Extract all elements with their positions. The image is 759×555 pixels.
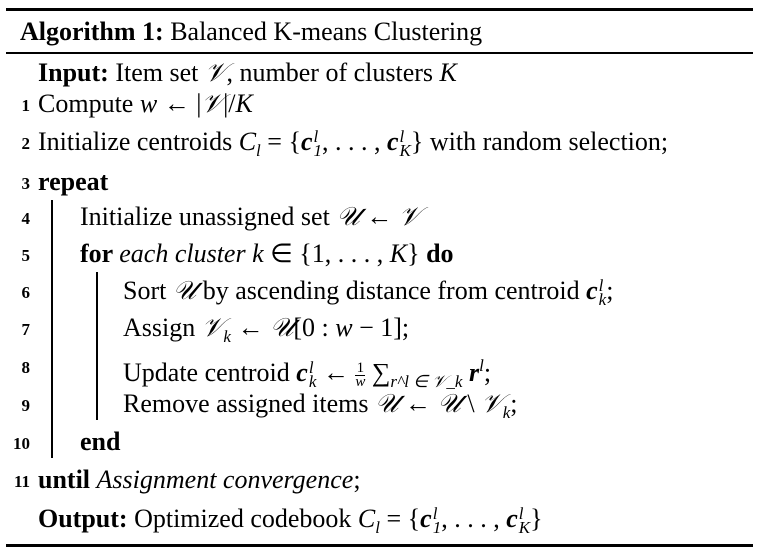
math: c [386,127,399,156]
text: \ [460,389,482,418]
math: k [223,327,231,346]
algorithm-name: Balanced K-means Clustering [163,17,483,46]
math: K [439,58,457,87]
repeat-block-bar [51,200,53,458]
text: Remove assigned items [123,389,376,418]
math: l [375,518,380,537]
line-text [38,124,668,169]
fraction [355,359,366,390]
for-block-bar [96,272,98,420]
math: 𝒰 [172,276,197,305]
math: c [586,276,598,305]
line-text [38,462,361,498]
line-text [123,273,613,309]
text: [0 : [293,313,336,342]
algorithm-label: Algorithm 1: [20,17,164,46]
math: k [502,403,511,422]
subscript: K [518,518,531,538]
superscript-subscript [399,127,411,161]
text: Assign [123,313,202,342]
math: C [238,127,257,156]
math: l [479,356,484,375]
text: Update centroid [123,358,297,387]
line-text [38,164,108,200]
math: c [420,504,432,533]
keyword: until [38,465,97,494]
line-text [123,386,518,431]
text: Optimized codebook [127,504,358,533]
math: K [389,239,408,268]
math: w [335,313,353,342]
line-number: 2 [21,134,30,153]
line-text [80,236,454,272]
math: 𝒱 [398,202,421,231]
line-number: 9 [21,396,30,415]
text: } [407,239,427,268]
text: ← [398,389,438,418]
text: ; [353,465,361,494]
text: = { [260,127,301,156]
text: Sort [123,276,173,305]
text: ; [510,389,518,418]
line-number: 4 [21,209,30,228]
superscript: l [313,127,319,147]
line-text [80,199,420,235]
math: 𝒰 [375,389,399,418]
keyword: Input: [38,58,109,87]
text: , . . . , [441,504,507,533]
superscript: l [518,504,524,524]
text: by ascending distance from centroid [196,276,587,305]
line-number: 3 [21,174,30,193]
text: ; [483,358,492,387]
text: |/ [223,89,236,118]
math: Assignment convergence [96,465,354,494]
text: ← [230,313,270,342]
math: w [139,89,158,118]
line-number: 5 [21,246,30,265]
keyword: do [426,239,454,268]
line-text [38,501,543,546]
numerator: 1 [356,359,365,376]
math: c [300,127,313,156]
text: } with random selection; [410,127,669,156]
math: c [296,358,308,387]
math: each cluster k [119,239,264,268]
text: ← [316,358,356,387]
superscript-subscript [518,504,531,538]
text: − 1]; [352,313,410,342]
subscript: k [598,290,607,310]
text: , number of clusters [226,58,440,87]
superscript: l [598,276,604,296]
text: Initialize unassigned set [80,202,337,231]
keyword: repeat [38,167,109,196]
line-number: 6 [21,283,30,302]
math: 𝒱 [201,313,224,342]
math: r^l ∈ 𝒱_k [390,372,463,391]
subscript: 1 [432,518,442,538]
text: ∈ {1, . . . , [263,239,390,268]
line-number: 10 [13,434,30,453]
superscript: l [432,504,438,524]
top-rule [6,8,753,11]
text: ; [606,276,614,305]
keyword: for [80,239,120,268]
text: ∑ [365,358,391,387]
text: ← [359,202,399,231]
text: } [530,504,543,533]
subscript: k [308,372,317,392]
superscript-subscript [432,504,442,538]
math: 𝒱 [204,58,227,87]
text: ← | [157,89,202,118]
math: r [468,358,480,387]
math: K [235,89,253,118]
text: Item set [108,58,205,87]
title-rule [6,52,753,54]
text: , . . . , [321,127,387,156]
superscript-subscript [313,127,322,161]
line-number: 7 [21,320,30,339]
line-number: 11 [13,472,30,491]
line-text [80,424,120,460]
math: 𝒰 [336,202,360,231]
subscript: K [399,141,411,161]
text: Initialize centroids [38,127,239,156]
math: 𝒱 [481,389,503,418]
math: 𝒰 [437,389,461,418]
math: C [357,504,376,533]
math: l [256,141,261,160]
bottom-rule [6,544,753,547]
subscript: 1 [313,141,322,161]
math: 𝒰 [269,313,294,342]
text: = { [380,504,421,533]
math: 𝒱 [201,89,224,118]
math: c [506,504,518,533]
algorithm-title [20,14,482,50]
text: Compute [38,89,140,118]
keyword: Output: [38,504,128,533]
superscript: l [308,358,314,378]
line-number: 1 [21,96,30,115]
denominator: w [355,373,366,390]
keyword: end [80,427,121,456]
superscript: l [399,127,405,147]
line-text [38,86,253,122]
line-number: 8 [21,358,30,377]
